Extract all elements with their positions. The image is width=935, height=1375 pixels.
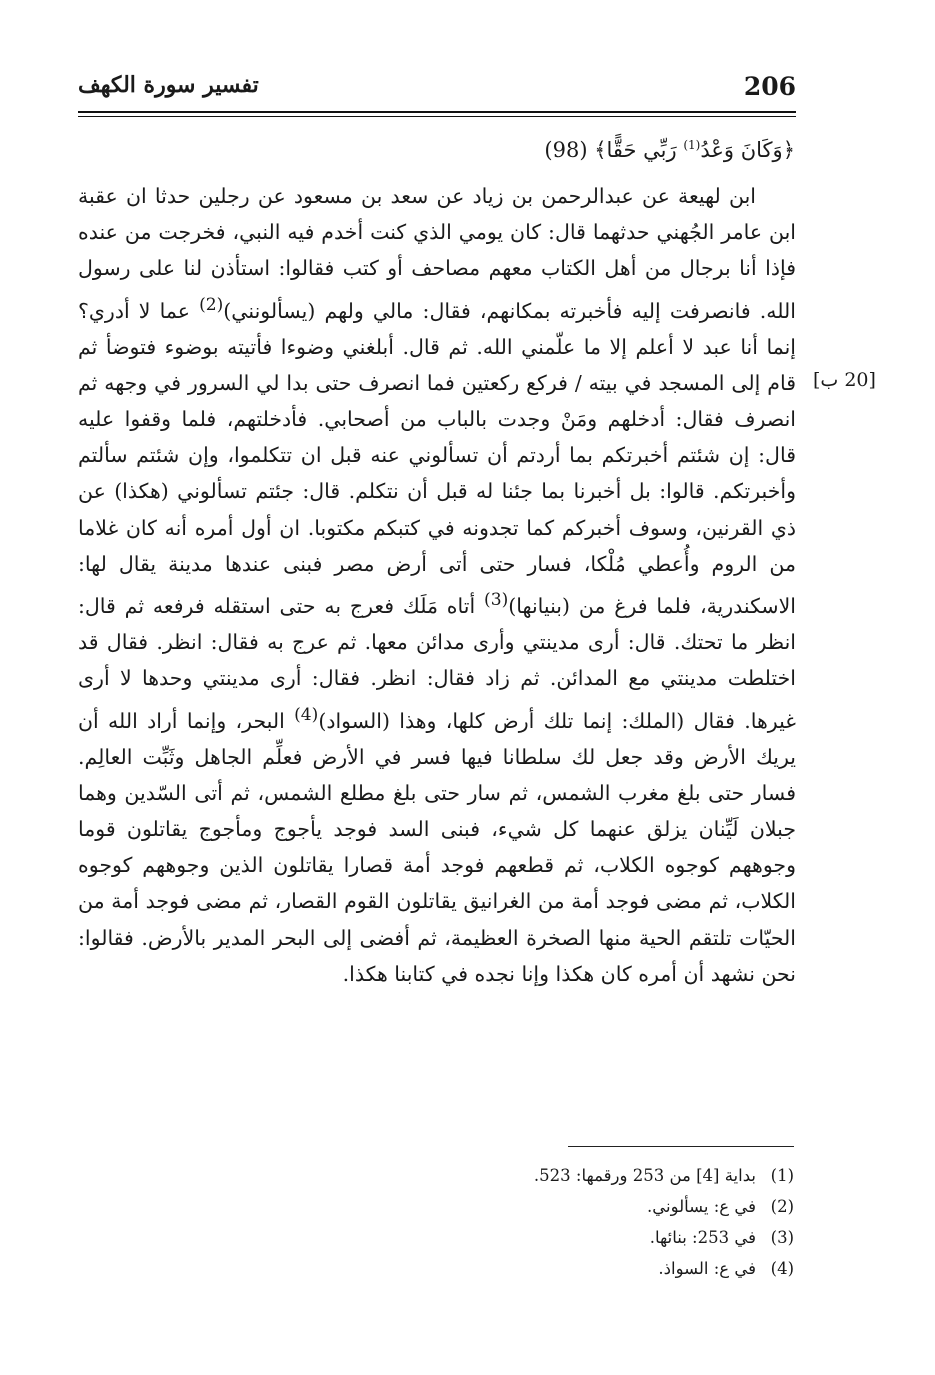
footnote-number: (2) <box>770 1197 794 1216</box>
footnote-number: (4) <box>770 1259 794 1278</box>
text-run: البحر، وإنما أراد الله أن يريك الأرض وقد جعل لك سلطانا فيها فسر في الأرض فعلِّم الجاهل وثَبِّت العالِم. فسار حتى بلغ مغرب الشمس، ثم سار حتى بلغ مطلع الشمس، ثم أتى السّدين وهما جبلان لَيِّنان يزلق عنهما كل شيء، فبنى السد فوجد يأجوج ومأجوج يقاتلون قوما وجوههم كوجوه الكلاب، ثم قطعهم فوجد أمة قصارا يقاتلون الذين وجوههم كوجوه الكلاب، ثم مضى فوجد أمة من الغرانيق يقاتلون القوم القصار، ثم مضى فوجد أمة من الحيّات تلتقم الحية منها الصخرة العظيمة، ثم أفضى إلى البحر المدير بالأرض. فقالوا: نحن نشهد أن أمره كان هكذا وإنا نجده في كتابنا هكذا. <box>78 708 796 986</box>
footnote-ref: (4) <box>294 704 319 725</box>
footnote-text: في ع: يسألوني. <box>646 1197 756 1216</box>
footnote <box>300 1191 794 1222</box>
page-number: 206 <box>743 72 796 101</box>
page-header <box>78 62 796 110</box>
footnote-ref: (3) <box>484 590 509 611</box>
header-rule-thin <box>78 116 796 117</box>
paragraph <box>78 178 796 992</box>
quran-verse <box>544 138 795 162</box>
footnote-number: (1) <box>770 1166 794 1185</box>
footnote-text: في 253: بنائها. <box>649 1228 756 1247</box>
running-title: تفسير سورة الكهف <box>78 72 259 98</box>
verse-open: ﴿وَكَانَ وَعْدُ <box>700 138 795 162</box>
text-run: عما لا أدري؟ إنما أنا عبد لا أعلم إلا ما علّمني الله. ثم قال. أبلغني وضوءا فأتيته بوضوء فتوضأ ثم قام إلى المسجد في بيته / فركع ركعتين فما انصرف حتى بدا لي السرور في وجهه ثم انصرف فقال: أدخلهم ومَنْ وجدت بالباب من أصحابي. فأدخلتهم، فلما وقفوا عليه قال: إن شئتم أخبرتكم بما أردتم أن تسألوني عنه قبل ان تتكلموا، وإن شئتم سألتم وأخبرتكم. قالوا: بل أخبرنا بما جئنا له قبل أن نتكلم. قال: جئتم تسألوني (هكذا) عن ذي القرنين، وسوف أخبركم كما تجدونه في كتبكم مكتوبا. ان أول أمره أنه كان غلاما من الروم وأُعطي مُلْكا، فسار حتى أتى أرض مصر فبنى عندها مدينة يقال لها: الاسكندرية، فلما فرغ من (بنيانها) <box>78 298 796 618</box>
footnote <box>300 1253 794 1284</box>
text-run: أتاه مَلَك فعرج به حتى استقله فرفعه ثم قال: انظر ما تحتك. قال: أرى مدينتي وأرى مدائن معها. ثم عرج به فقال: انظر. فقال قد اختلطت مدينتي مع المدائن. ثم زاد فقال: انظر. فقال: أرى مدينتي وحدها لا أرى غيرها. فقال (الملك: إنما تلك أرض كلها، وهذا (السواد) <box>78 593 796 733</box>
footnote-ref: (2) <box>199 294 224 315</box>
footnote-text: بداية [4] من 253 ورقمها: 523. <box>533 1166 756 1185</box>
footnote-text: في ع: السواذ. <box>658 1259 756 1278</box>
footnote <box>300 1222 794 1253</box>
text-run: ابن لهيعة عن عبدالرحمن بن زياد عن سعد بن مسعود عن رجلين حدثا ان عقبة ابن عامر الجُهني حدثهما قال: كان يومي الذي كنت أخدم فيه النبي، فخرجت من عنده فإذا أنا برجال من أهل الكتاب معهم مصاحف أو كتب فقالوا: استأذن لنا على رسول الله. فانصرفت إليه فأخبرته بمكانهم، فقال: مالي ولهم (يسألونني) <box>78 184 796 323</box>
footnote-separator <box>568 1146 794 1147</box>
footnote-number: (3) <box>770 1228 794 1247</box>
body-text <box>78 178 796 992</box>
header-rule <box>78 111 796 113</box>
manuscript-folio-marker: [20 ب] <box>813 369 876 391</box>
footnote-ref: (1) <box>683 138 701 152</box>
footnotes <box>300 1160 794 1284</box>
footnote <box>300 1160 794 1191</box>
verse-close: رَبِّي حَقًّا﴾ (98) <box>544 138 684 162</box>
